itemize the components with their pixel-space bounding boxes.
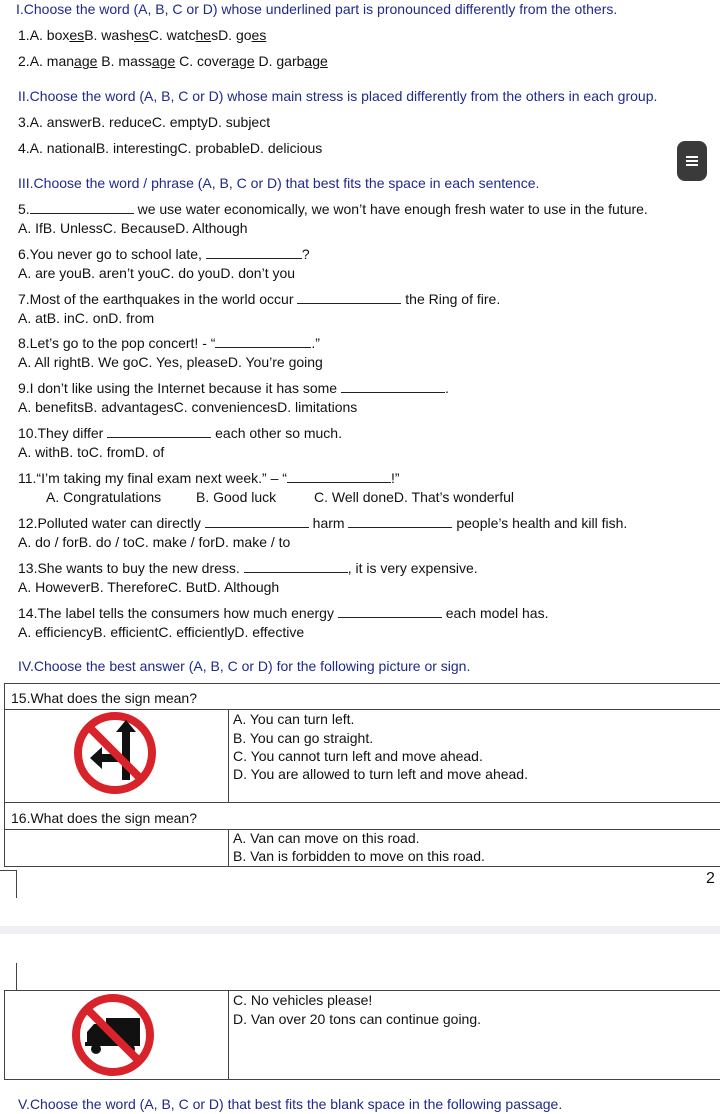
table-border <box>4 1079 720 1080</box>
section-4-heading: IV.Choose the best answer (A, B, C or D) for the following picture or sign. <box>18 658 471 674</box>
section-1-heading: I.Choose the word (A, B, C or D) whose underlined part is pronounced differently from the others. <box>16 1 618 17</box>
menu-lines-icon[interactable] <box>677 141 707 181</box>
table-border <box>4 683 720 684</box>
table-border <box>4 802 720 803</box>
question-10-options: A. withB. toC. fromD. of <box>18 444 165 460</box>
question-15-option-a: A. You can turn left. <box>233 711 355 727</box>
question-2: 2.A. manage B. massage C. coverage D. garbage <box>18 53 328 69</box>
question-10: 10.They differ each other so much. <box>18 425 342 441</box>
question-6-options: A. are youB. aren’t youC. do youD. don’t you <box>18 265 296 281</box>
question-7-options: A. atB. inC. onD. from <box>18 310 155 326</box>
question-11-option-cd: C. Well doneD. That’s wonderful <box>314 489 514 505</box>
question-12-options: A. do / forB. do / toC. make / forD. make / to <box>18 534 291 550</box>
question-8-options: A. All rightB. We goC. Yes, pleaseD. You’re going <box>18 354 323 370</box>
question-8: 8.Let’s go to the pop concert! - “ .” <box>18 335 320 351</box>
no-van-sign-icon <box>70 992 156 1078</box>
question-11-option-a: A. Congratulations <box>46 489 162 505</box>
page-gap <box>0 926 720 934</box>
question-9-options: A. benefitsB. advantagesC. conveniencesD. limitations <box>18 399 358 415</box>
table-border <box>4 683 5 866</box>
table-border <box>4 990 5 1079</box>
question-1: 1.A. boxesB. washesC. watchesD. goes <box>18 27 267 43</box>
table-border <box>16 870 17 898</box>
table-border <box>16 963 17 991</box>
question-15-option-c: C. You cannot turn left and move ahead. <box>233 748 483 764</box>
question-5-options: A. IfB. UnlessC. BecauseD. Although <box>18 220 248 236</box>
question-15-option-b: B. You can go straight. <box>233 730 374 746</box>
question-7: 7.Most of the earthquakes in the world occur the Ring of fire. <box>18 291 501 307</box>
table-border <box>4 866 720 867</box>
table-border <box>228 990 229 1079</box>
question-16-option-b: B. Van is forbidden to move on this road. <box>233 848 485 864</box>
table-border <box>228 709 229 802</box>
section-2-heading: II.Choose the word (A, B, C or D) whose main stress is placed differently from the others in each group. <box>18 88 658 104</box>
page-number: 2 <box>706 870 715 887</box>
question-15: 15.What does the sign mean? <box>11 690 198 706</box>
section-5-heading: V.Choose the word (A, B, C or D) that best fits the blank space in the following passage. <box>18 1096 563 1112</box>
question-14-options: A. efficiencyB. efficientC. efficientlyD. effective <box>18 624 305 640</box>
question-14: 14.The label tells the consumers how much energy each model has. <box>18 605 549 621</box>
question-5: 5. we use water economically, we won’t have enough fresh water to use in the future. <box>18 201 648 217</box>
question-16-option-a: A. Van can move on this road. <box>233 830 420 846</box>
question-13: 13.She wants to buy the new dress. , it is very expensive. <box>18 560 478 576</box>
question-12: 12.Polluted water can directly harm people’s health and kill fish. <box>18 515 628 531</box>
question-13-options: A. HoweverB. ThereforeC. ButD. Although <box>18 579 280 595</box>
question-16-option-c: C. No vehicles please! <box>233 992 373 1008</box>
section-3-heading: III.Choose the word / phrase (A, B, C or D) that best fits the space in each sentence. <box>18 175 540 191</box>
question-4: 4.A. nationalB. interestingC. probableD. delicious <box>18 140 323 156</box>
table-border <box>0 870 17 871</box>
table-border <box>4 990 720 991</box>
question-16: 16.What does the sign mean? <box>11 810 198 826</box>
question-11: 11.“I’m taking my final exam next week.” – “ !” <box>18 470 400 486</box>
question-3: 3.A. answerB. reduceC. emptyD. subject <box>18 114 271 130</box>
question-15-option-d: D. You are allowed to turn left and move ahead. <box>233 766 528 782</box>
question-9: 9.I don’t like using the Internet because it has some . <box>18 380 449 396</box>
question-16-option-d: D. Van over 20 tons can continue going. <box>233 1011 482 1027</box>
question-11-option-b: B. Good luck <box>196 489 277 505</box>
no-left-turn-sign-icon <box>72 710 158 796</box>
table-border <box>228 829 229 866</box>
question-6: 6.You never go to school late, ? <box>18 246 310 262</box>
